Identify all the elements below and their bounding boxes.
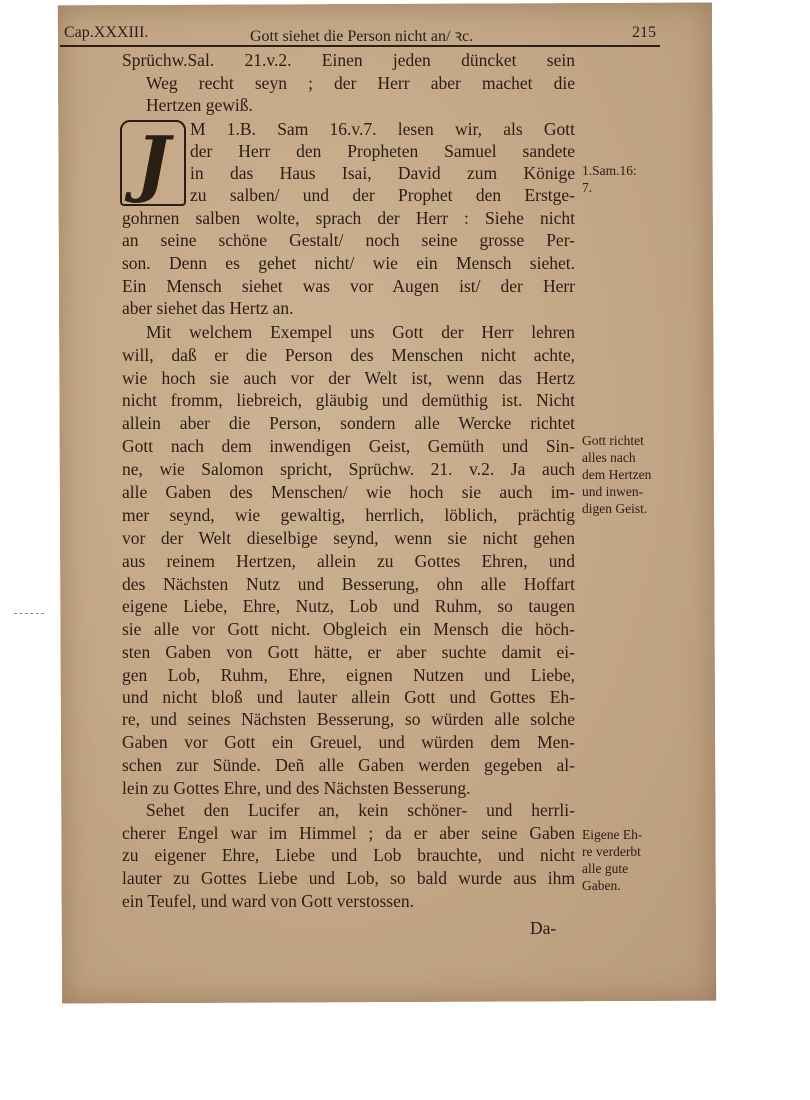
text-line: nicht fromm, liebreich, gläubig und demüthig ist. Nicht (122, 390, 575, 410)
text-line: ein Teufel, und ward von Gott verstossen. (122, 891, 415, 911)
text-line: aus reinem Hertzen, allein zu Gottes Ehren, und (122, 551, 575, 571)
margin-note-line: digen Geist. (582, 501, 648, 516)
chapter-label: Cap.XXXIII. (64, 24, 149, 41)
margin-note-line: Eigene Eh- (582, 827, 643, 842)
text-line: in das Haus Isai, David zum Könige (190, 163, 575, 183)
text-line: will, daß er die Person des Menschen nicht achte, (122, 345, 575, 365)
text-line: cherer Engel war im Himmel ; da er aber seine Gaben (122, 823, 575, 843)
text-line: gen Lob, Ruhm, Ehre, eignen Nutzen und Liebe, (122, 665, 575, 685)
text-line: lein zu Gottes Ehre, und des Nächsten Besserung. (122, 778, 471, 798)
text-line: lauter zu Gottes Liebe und Lob, so bald wurde aus ihm (122, 868, 575, 888)
text-line: und nicht bloß und lauter allein Gott und Gottes Eh- (122, 687, 575, 707)
text-line: zu eigener Ehre, Liebe und Lob brauchte, und nicht (122, 845, 575, 865)
text-line: mer seynd, wie gewaltig, herrlich, löblich, prächtig (122, 505, 575, 525)
text-line: allein aber die Person, sondern alle Wercke richtet (122, 413, 575, 433)
text-line: Gott nach dem inwendigen Geist, Gemüth und Sin- (122, 436, 575, 456)
margin-note-line: dem Hertzen (582, 467, 652, 482)
running-header (60, 23, 660, 47)
scan-mark (14, 613, 44, 614)
margin-note-line: 7. (582, 180, 593, 195)
text-line: aber siehet das Hertz an. (122, 298, 294, 318)
margin-note-line: Gaben. (582, 878, 621, 893)
catchword: Da- (530, 918, 557, 938)
text-line: des Nächsten Nutz und Besserung, ohn alle Hoffart (122, 574, 575, 594)
margin-note-line: 1.Sam.16: (582, 163, 637, 178)
margin-note-line: alles nach (582, 450, 636, 465)
text-line: Ein Mensch siehet was vor Augen ist/ der Herr (122, 276, 575, 296)
text-line: Hertzen gewiß. (146, 95, 253, 115)
text-line: Mit welchem Exempel uns Gott der Herr lehren (146, 322, 575, 342)
text-line: Sprüchw.Sal. 21.v.2. Einen jeden düncket sein (122, 50, 575, 70)
text-line: an seine schöne Gestalt/ noch seine grosse Per- (122, 230, 575, 250)
text-line: M 1.B. Sam 16.v.7. lesen wir, als Gott (190, 119, 575, 139)
margin-note-line: Gott richtet (582, 433, 644, 448)
text-line: der Herr den Propheten Samuel sandete (190, 141, 575, 161)
text-line: son. Denn es gehet nicht/ wie ein Mensch siehet. (122, 253, 575, 273)
text-line: vor der Welt dieselbige seynd, wenn sie nicht gehen (122, 528, 575, 548)
text-line: ne, wie Salomon spricht, Sprüchw. 21. v.2. Ja auch (122, 459, 575, 479)
drop-cap-initial: J (120, 120, 186, 206)
text-line: alle Gaben des Menschen/ wie hoch sie auch im- (122, 482, 575, 502)
text-line: Sehet den Lucifer an, kein schöner- und herrli- (146, 800, 575, 820)
page-number: 215 (632, 24, 656, 41)
text-line: wie hoch sie auch vor der Welt ist, wenn das Hertz (122, 368, 575, 388)
text-line: sten Gaben von Gott hätte, er aber suchte damit ei- (122, 642, 575, 662)
running-title: Gott siehet die Person nicht an/ ꝛc. (250, 28, 474, 45)
margin-note-line: re verderbt (582, 844, 641, 859)
margin-note-line: und inwen- (582, 484, 644, 499)
text-line: schen zur Sünde. Deñ alle Gaben werden gegeben al- (122, 755, 575, 775)
margin-note-line: alle gute (582, 861, 629, 876)
text-line: Weg recht seyn ; der Herr aber machet die (146, 73, 575, 93)
text-line: zu salben/ und der Prophet den Erstge- (190, 185, 575, 205)
text-line: sie alle vor Gott nicht. Obgleich ein Mensch die höch- (122, 619, 575, 639)
text-line: gohrnen salben wolte, sprach der Herr : Siehe nicht (122, 208, 575, 228)
text-line: Gaben vor Gott ein Greuel, und würden dem Men- (122, 732, 575, 752)
text-line: re, und seines Nächsten Besserung, so würden alle solche (122, 709, 575, 729)
text-line: eigene Liebe, Ehre, Nutz, Lob und Ruhm, so taugen (122, 596, 575, 616)
